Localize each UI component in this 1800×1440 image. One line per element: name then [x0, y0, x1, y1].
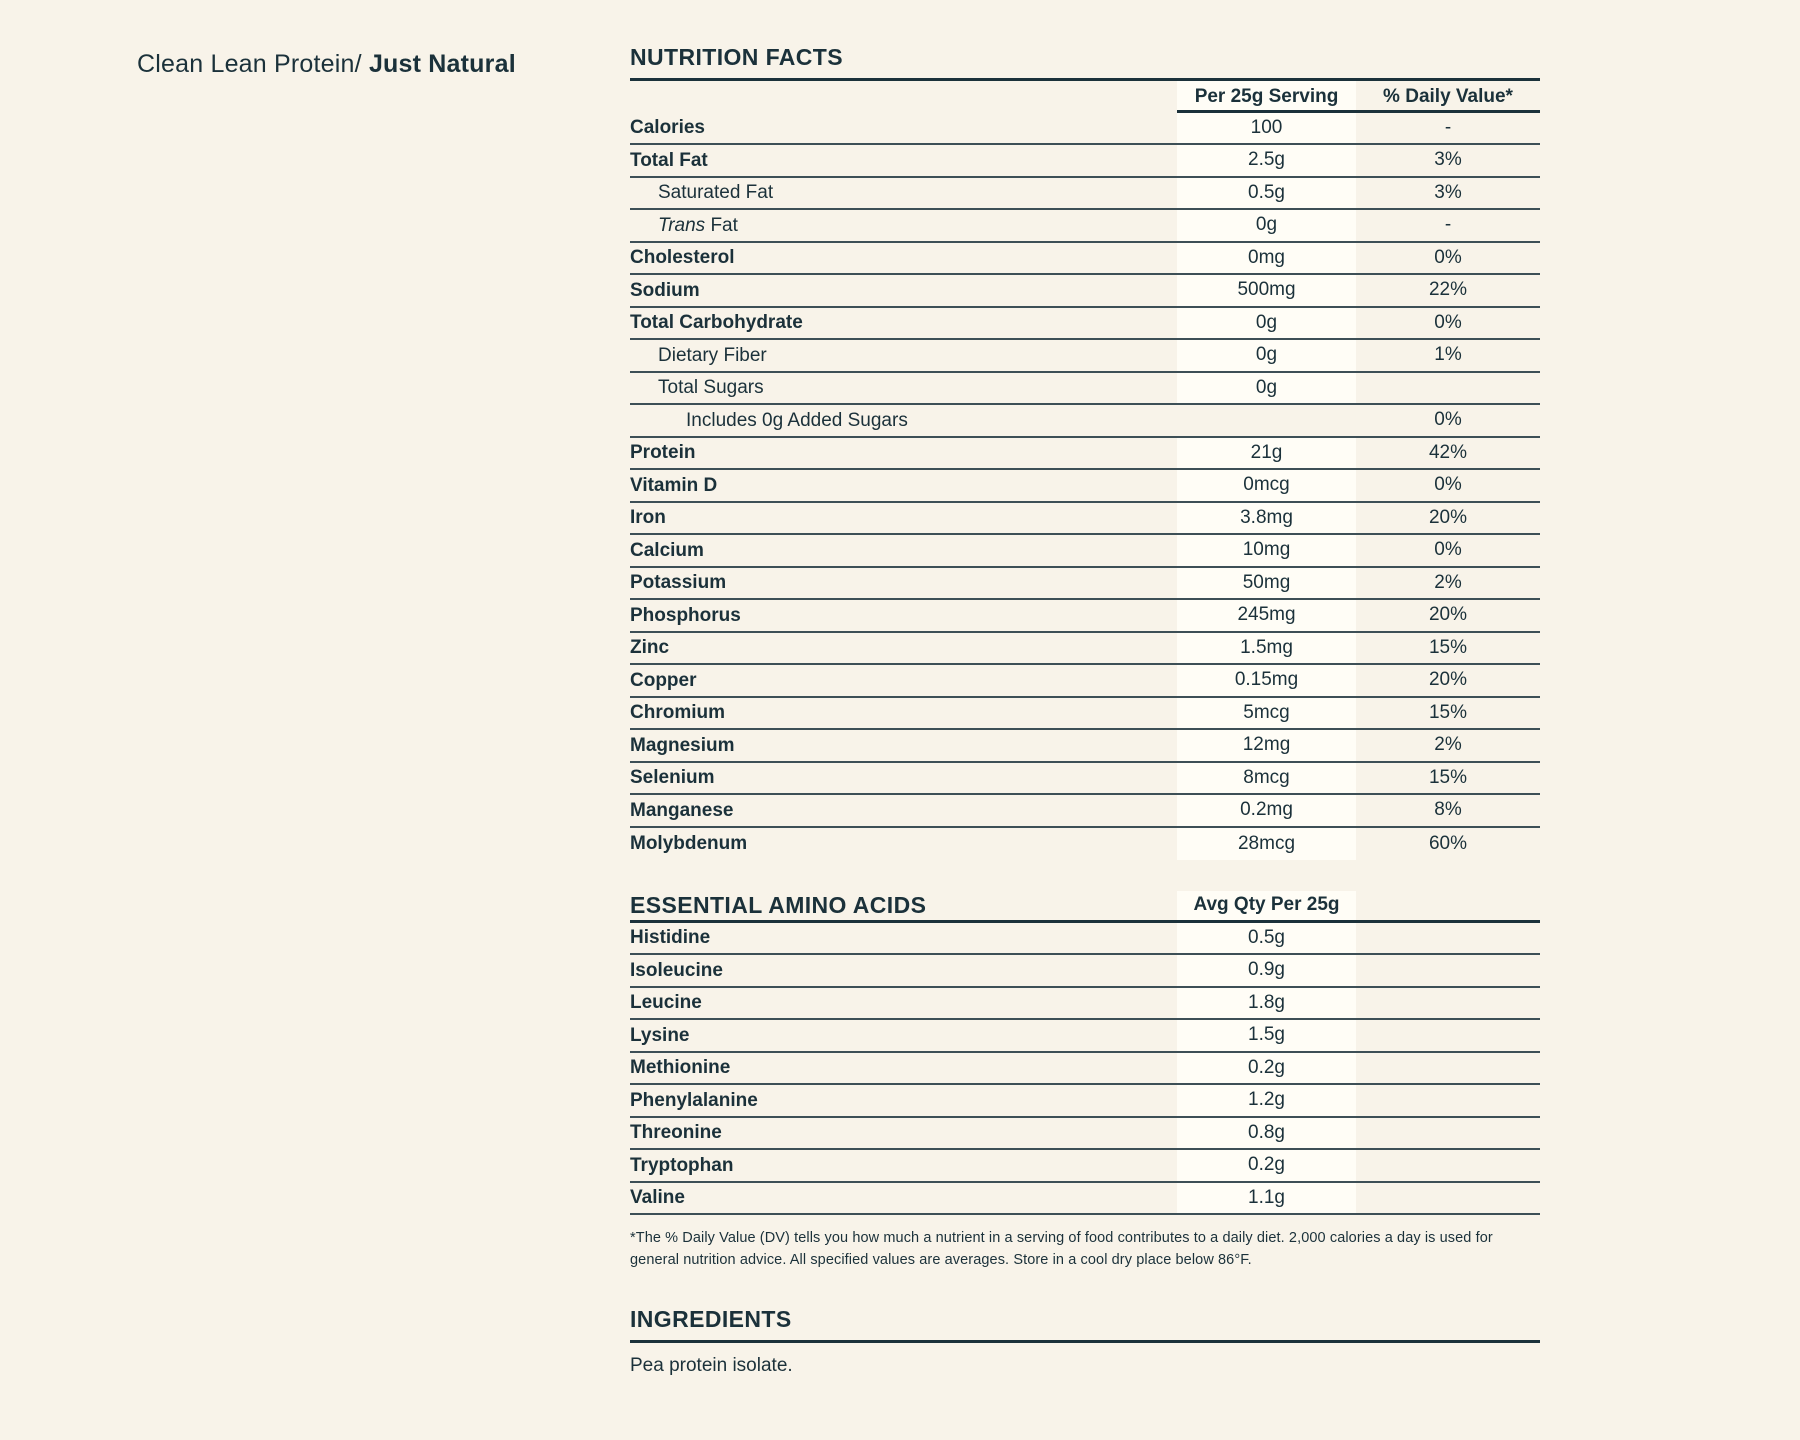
daily-value: 3%	[1434, 181, 1462, 203]
amino-acid-row	[630, 1020, 1540, 1053]
amino-acid-row	[630, 923, 1540, 956]
daily-value: 0%	[1434, 246, 1462, 268]
serving-value: 50mg	[1177, 568, 1356, 599]
nutrient-label: Total Sugars	[658, 377, 764, 399]
amino-acid-row	[630, 1085, 1540, 1118]
nutrition-table	[630, 113, 1540, 861]
daily-value: 20%	[1428, 506, 1468, 528]
product-title-regular: Clean Lean Protein/	[137, 50, 362, 78]
amino-acid-value: 0.8g	[1177, 1118, 1356, 1149]
column-header-serving: Per 25g Serving	[1177, 81, 1356, 113]
amino-acid-label: Lysine	[630, 1024, 690, 1046]
serving-value: 0g	[1177, 373, 1356, 404]
nutrient-row	[630, 730, 1540, 763]
daily-value: 3%	[1434, 149, 1462, 171]
serving-value: 21g	[1177, 438, 1356, 469]
nutrient-label: Selenium	[630, 767, 715, 789]
nutrient-row	[630, 145, 1540, 178]
serving-value: 500mg	[1177, 275, 1356, 306]
daily-value: -	[1444, 214, 1452, 236]
amino-acid-row	[630, 1053, 1540, 1086]
nutrient-label: Molybdenum	[630, 833, 748, 855]
amino-acid-value: 1.2g	[1177, 1085, 1356, 1116]
daily-value: 0%	[1434, 409, 1462, 431]
nutrient-label: Phosphorus	[630, 604, 741, 626]
ingredients-text: Pea protein isolate.	[630, 1354, 793, 1376]
amino-acid-label: Valine	[630, 1187, 685, 1209]
nutrient-label: Potassium	[630, 572, 727, 594]
nutrient-row	[630, 665, 1540, 698]
serving-value: 8mcg	[1177, 763, 1356, 794]
nutrient-row	[630, 275, 1540, 308]
amino-acid-row	[630, 988, 1540, 1021]
amino-acid-row	[630, 1183, 1540, 1216]
nutrient-row	[630, 210, 1540, 243]
amino-column-header: Avg Qty Per 25g	[1177, 891, 1356, 920]
amino-acid-row	[630, 1150, 1540, 1183]
serving-value: 0.5g	[1177, 178, 1356, 209]
nutrient-row	[630, 763, 1540, 796]
nutrient-label: Total Carbohydrate	[630, 312, 803, 334]
label-panel	[630, 44, 1540, 1377]
daily-value: 2%	[1434, 571, 1462, 593]
product-title	[137, 50, 516, 79]
serving-value: 28mcg	[1177, 828, 1356, 861]
nutrient-label: Calcium	[630, 539, 704, 561]
amino-acid-value: 0.5g	[1177, 923, 1356, 954]
amino-acid-row	[630, 1118, 1540, 1151]
nutrient-row	[630, 828, 1540, 861]
nutrient-label: Saturated Fat	[658, 182, 774, 204]
serving-value: 100	[1177, 113, 1356, 144]
daily-value: 60%	[1428, 832, 1468, 854]
amino-acid-row	[630, 955, 1540, 988]
amino-acid-value: 0.9g	[1177, 955, 1356, 986]
nutrient-row	[630, 113, 1540, 146]
daily-value: 42%	[1428, 441, 1468, 463]
nutrient-row	[630, 633, 1540, 666]
nutrient-row	[630, 795, 1540, 828]
daily-value: 15%	[1428, 766, 1468, 788]
nutrient-label: Zinc	[630, 637, 670, 659]
nutrient-label: Sodium	[630, 279, 700, 301]
nutrient-row	[630, 405, 1540, 438]
nutrient-row	[630, 568, 1540, 601]
amino-acid-label: Threonine	[630, 1122, 722, 1144]
amino-acid-value: 1.1g	[1177, 1183, 1356, 1214]
amino-acid-label: Histidine	[630, 927, 711, 949]
daily-value: 15%	[1428, 636, 1468, 658]
daily-value	[1356, 373, 1540, 404]
daily-value: 20%	[1428, 669, 1468, 691]
daily-value: 8%	[1434, 799, 1462, 821]
daily-value: 22%	[1428, 279, 1468, 301]
nutrient-row	[630, 470, 1540, 503]
serving-value: 0mcg	[1177, 470, 1356, 501]
nutrient-label: Copper	[630, 669, 697, 691]
amino-acid-value: 0.2g	[1177, 1150, 1356, 1181]
nutrient-row	[630, 373, 1540, 406]
nutrition-header-row	[630, 81, 1540, 113]
serving-value: 10mg	[1177, 535, 1356, 566]
nutrient-label: Vitamin D	[630, 474, 718, 496]
serving-value: 2.5g	[1177, 145, 1356, 176]
daily-value: 20%	[1428, 604, 1468, 626]
amino-table	[630, 923, 1540, 1216]
nutrient-label: Manganese	[630, 799, 734, 821]
amino-acids-title: ESSENTIAL AMINO ACIDS	[630, 891, 927, 918]
daily-value: 0%	[1434, 539, 1462, 561]
amino-acid-label: Tryptophan	[630, 1154, 734, 1176]
nutrient-row	[630, 308, 1540, 341]
ingredients-title: INGREDIENTS	[630, 1306, 1540, 1343]
daily-value-footnote: *The % Daily Value (DV) tells you how much a nutrient in a serving of food contributes to a daily diet. 2,000 calories a day is used for general nutrition advice. All specified values are averages. Store in a cool dry place below 86°F.	[630, 1230, 1493, 1269]
column-header-daily-value: % Daily Value*	[1383, 85, 1513, 107]
serving-value	[1177, 405, 1356, 436]
serving-value: 0.2mg	[1177, 795, 1356, 826]
nutrient-row	[630, 503, 1540, 536]
serving-value: 0g	[1177, 210, 1356, 241]
amino-acid-value: 1.8g	[1177, 988, 1356, 1019]
nutrient-label: Trans Fat	[658, 214, 738, 236]
nutrient-label: Includes 0g Added Sugars	[686, 409, 908, 431]
serving-value: 0g	[1177, 340, 1356, 371]
nutrient-row	[630, 243, 1540, 276]
amino-acid-label: Methionine	[630, 1057, 731, 1079]
nutrient-label: Chromium	[630, 702, 725, 724]
nutrient-row	[630, 698, 1540, 731]
serving-value: 0g	[1177, 308, 1356, 339]
daily-value: 2%	[1434, 734, 1462, 756]
nutrient-row	[630, 438, 1540, 471]
serving-value: 3.8mg	[1177, 503, 1356, 534]
serving-value: 0mg	[1177, 243, 1356, 274]
daily-value: 1%	[1434, 344, 1462, 366]
amino-header-row	[630, 891, 1540, 923]
nutrient-label: Total Fat	[630, 149, 708, 171]
nutrient-label: Magnesium	[630, 734, 735, 756]
nutrient-label: Cholesterol	[630, 247, 735, 269]
nutrient-row	[630, 535, 1540, 568]
serving-value: 0.15mg	[1177, 665, 1356, 696]
serving-value: 5mcg	[1177, 698, 1356, 729]
product-title-bold: Just Natural	[368, 50, 516, 78]
amino-acid-label: Leucine	[630, 992, 702, 1014]
amino-acid-label: Isoleucine	[630, 959, 723, 981]
serving-value: 1.5mg	[1177, 633, 1356, 664]
nutrient-row	[630, 600, 1540, 633]
serving-value: 12mg	[1177, 730, 1356, 761]
daily-value: 15%	[1428, 701, 1468, 723]
daily-value: 0%	[1434, 311, 1462, 333]
serving-value: 245mg	[1177, 600, 1356, 631]
amino-acid-value: 0.2g	[1177, 1053, 1356, 1084]
nutrient-label: Calories	[630, 117, 705, 139]
nutrition-facts-title: NUTRITION FACTS	[630, 44, 1540, 81]
daily-value: -	[1444, 116, 1452, 138]
nutrient-label: Dietary Fiber	[658, 344, 767, 366]
nutrient-label: Protein	[630, 442, 696, 464]
daily-value: 0%	[1434, 474, 1462, 496]
amino-acid-label: Phenylalanine	[630, 1089, 758, 1111]
nutrient-row	[630, 178, 1540, 211]
amino-acid-value: 1.5g	[1177, 1020, 1356, 1051]
nutrient-row	[630, 340, 1540, 373]
nutrient-label: Iron	[630, 507, 666, 529]
